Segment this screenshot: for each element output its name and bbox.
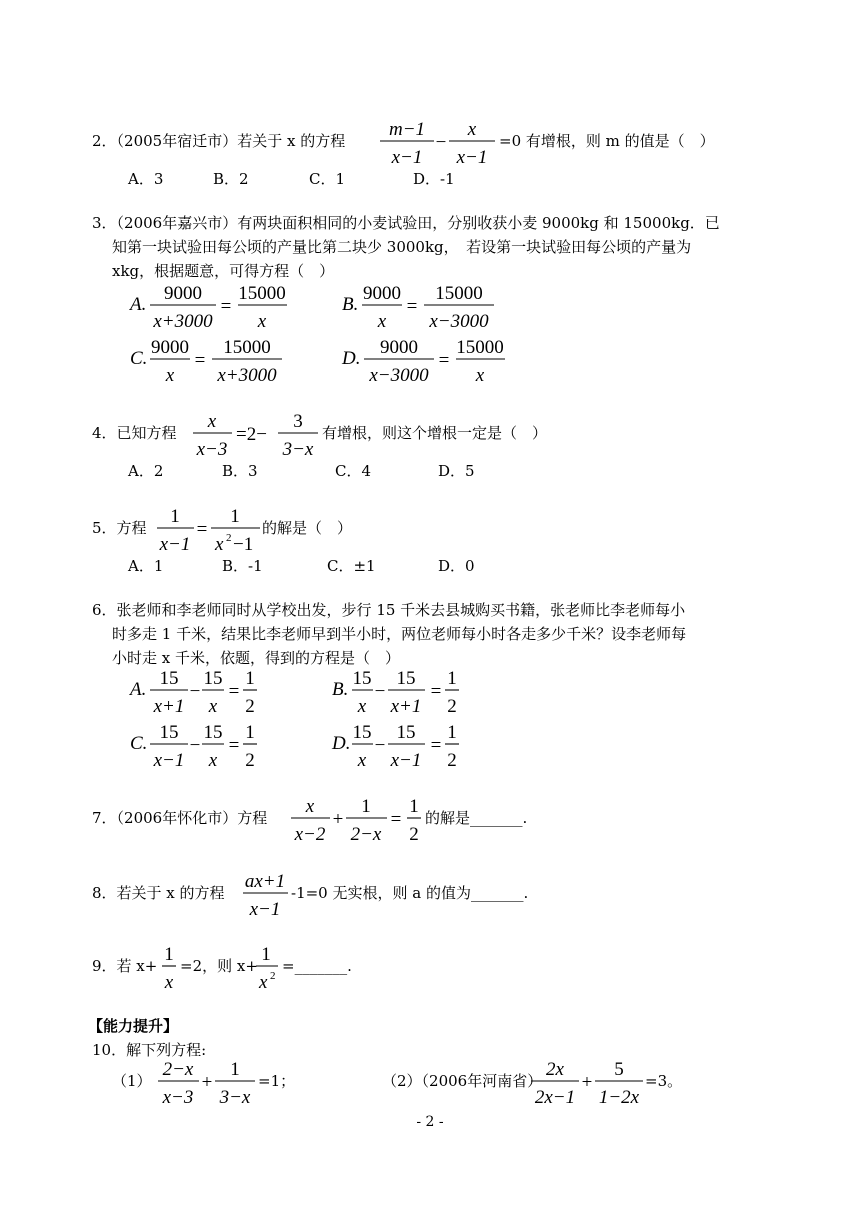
q5-frac1-num: 1 [170,506,180,527]
q6-d-eq: = [430,735,442,756]
q9-frac1-den: x [164,972,174,993]
q3-d-rhs-den: x [475,365,485,386]
question-8-formula [242,870,292,930]
q2-minus: − [435,132,447,153]
q4-option-b: B．3 [222,462,258,480]
q7-frac3-num: 1 [409,796,419,817]
q5-option-c: C．±1 [327,557,376,575]
q3-c-rhs-den: x+3000 [217,365,277,386]
q10-p2-label: （2）（2006年河南省） [382,1072,543,1090]
q10-p1-frac1-num: 2−x [162,1059,194,1080]
q7-frac3-den: 2 [409,824,419,845]
q6-d-f3-den: 2 [447,750,457,771]
q6-c-eq: = [228,735,240,756]
question-3-line-1: 3．（2006年嘉兴市）有两块面积相同的小麦试验田，分别收获小麦 9000kg 和 15000kg．已 [92,214,720,232]
q3-option-a [130,282,300,336]
q5-frac1-den: x−1 [159,534,191,555]
q6-c-f2-den: x [208,750,218,771]
q10-p2-frac1-den: 2x−1 [534,1087,576,1108]
question-7-tail: 的解是_______. [425,809,528,827]
q6-a-f3-num: 1 [245,668,255,689]
q6-a-label: A. [130,679,147,700]
q6-a-f2-num: 15 [203,668,223,689]
q6-d-label: D. [332,733,351,754]
q10-p1-label: （1） [112,1072,152,1090]
question-9-frac1 [160,943,180,1003]
q9-frac2-sup: 2 [270,970,276,982]
question-4-tail: 有增根，则这个增根一定是（ ） [322,424,548,442]
q6-b-label: B. [332,679,349,700]
q4-mid: =2− [236,424,267,445]
question-8-lead: 8．若关于 x 的方程 [92,884,225,902]
q6-d-op: − [374,735,386,756]
q5-option-d: D．0 [438,557,475,575]
question-4-options [0,460,860,484]
q5-frac2-den-var: x [215,534,224,555]
q3-option-d [342,336,512,390]
question-2-tail: =0 有增根，则 m 的值是（ ） [499,132,715,150]
q10-p2-frac1-num: 2x [546,1059,564,1080]
question-3-line-3: xkg，根据题意，可得方程（ ） [112,262,335,280]
q10-p1-tail: =1； [258,1072,296,1090]
q6-d-f1-den: x [357,750,367,771]
question-3-line-2: 知第一块试验田每公顷的产量比第二块少 3000kg， 若设第一块试验田每公顷的产量为 [112,238,692,256]
q5-eq: = [196,519,208,540]
question-7-formula [290,795,430,855]
q6-c-f3-den: 2 [245,750,255,771]
question-8 [0,870,860,930]
q6-b-f1-den: x [357,696,367,717]
q9-frac2-den: x [259,972,268,993]
q6-d-f1-num: 15 [352,722,372,743]
page-number: - 2 - [416,1114,444,1130]
q6-c-op: − [189,735,201,756]
q3-c-lhs-num: 9000 [151,337,189,358]
q3-b-rhs-num: 15000 [435,283,483,304]
question-6-line-2: 时多走 1 千米，结果比李老师早到半小时，两位老师每小时各走多少千米？设李老师每 [112,625,687,643]
q3-d-eq: = [438,350,450,371]
q6-d-f2-den: x−1 [390,750,422,771]
question-2-lead: 2．（2005年宿迁市）若关于 x 的方程 [92,132,346,150]
q6-a-f1-num: 15 [159,668,179,689]
q7-frac2-num: 1 [361,796,371,817]
q7-eq: = [390,809,402,830]
q6-option-d [332,721,482,775]
q6-option-c [130,721,280,775]
q6-b-f2-den: x+1 [390,696,422,717]
q10-p1-frac1-den: x−3 [162,1087,194,1108]
q10-p2-frac2-den: 1−2x [598,1087,640,1108]
question-6-line-1: 6．张老师和李老师同时从学校出发，步行 15 千米去县城购买书籍，张老师比李老师每小 [92,601,686,619]
q2-frac1-num: m−1 [388,119,426,140]
q10-p1-plus: + [201,1072,213,1093]
q3-c-eq: = [194,350,206,371]
question-10-part-2 [380,1058,860,1118]
q2-option-b: B．2 [213,170,249,188]
q3-option-b [342,282,512,336]
q6-d-f3-num: 1 [447,722,457,743]
q10-p2-plus: + [581,1072,593,1093]
question-5-tail: 的解是（ ） [262,519,353,537]
q2-option-c: C．1 [309,170,346,188]
q10-p1-formula [157,1058,257,1118]
question-6-line-3: 小时走 x 千米，依题，得到的方程是（ ） [112,649,400,667]
question-5-options [0,555,860,579]
q3-a-rhs-num: 15000 [238,283,286,304]
question-10-lead: 10．解下列方程: [92,1041,207,1059]
q6-a-f2-den: x [208,696,218,717]
q3-c-lhs-den: x [165,365,175,386]
q4-option-c: C．4 [335,462,372,480]
q2-frac2-num: x [467,119,477,140]
q9-frac1-num: 1 [164,944,174,965]
q6-option-b [332,667,482,721]
q6-b-f3-den: 2 [447,696,457,717]
q2-option-a: A．3 [128,170,164,188]
q3-a-label: A. [130,294,147,315]
q6-a-f1-den: x+1 [153,696,185,717]
question-9 [0,943,860,1003]
q10-p1-frac2-num: 1 [230,1059,240,1080]
q10-p2-formula [530,1058,660,1118]
q8-frac1-num: ax+1 [244,871,286,892]
q3-option-c [130,336,300,390]
question-9-lead: 9．若 x+ [92,957,158,975]
question-9-mid: =2，则 x+ [180,957,258,975]
q5-frac2-den-sup: 2 [226,532,232,544]
q9-frac2-num: 1 [261,944,271,965]
question-8-tail: -1=0 无实根，则 a 的值为_______. [291,884,529,902]
q6-a-op: − [189,681,201,702]
q10-p2-frac2-num: 5 [614,1059,624,1080]
q7-frac1-den: x−2 [294,824,326,845]
q8-frac1-den: x−1 [249,899,281,920]
q3-d-lhs-num: 9000 [380,337,418,358]
q7-frac2-den: 2−x [350,824,382,845]
q6-a-f3-den: 2 [245,696,255,717]
q6-d-f2-num: 15 [396,722,416,743]
q5-option-b: B．-1 [222,557,263,575]
q3-a-lhs-num: 9000 [164,283,202,304]
q6-a-eq: = [228,681,240,702]
question-5-lead: 5．方程 [92,519,147,537]
q6-c-f1-den: x−1 [153,750,185,771]
q4-frac2-num: 3 [293,411,303,432]
q6-b-f2-num: 15 [396,668,416,689]
q3-b-lhs-den: x [377,311,387,332]
q4-option-a: A．2 [128,462,164,480]
q6-b-eq: = [430,681,442,702]
q3-d-label: D. [342,348,361,369]
section-heading: 【能力提升】 [88,1017,179,1035]
q4-frac1-den: x−3 [196,439,228,460]
q6-b-f3-num: 1 [447,668,457,689]
q6-b-f1-num: 15 [352,668,372,689]
q2-frac1-den: x−1 [391,147,423,168]
q6-c-f1-num: 15 [159,722,179,743]
q3-b-lhs-num: 9000 [363,283,401,304]
q4-option-d: D．5 [438,462,475,480]
question-2-options [0,168,860,192]
question-7-lead: 7．（2006年怀化市）方程 [92,809,268,827]
q2-option-d: D．-1 [413,170,455,188]
q3-b-rhs-den: x−3000 [429,311,489,332]
q5-frac2-num: 1 [230,506,240,527]
q3-a-lhs-den: x+3000 [153,311,213,332]
question-4-lead: 4．已知方程 [92,424,177,442]
q5-option-a: A．1 [128,557,164,575]
q3-a-eq: = [220,296,232,317]
q6-c-f2-num: 15 [203,722,223,743]
q5-frac2-den-tail: −1 [233,534,254,555]
q4-frac1-num: x [207,411,217,432]
q6-c-label: C. [130,733,148,754]
q7-plus: + [332,809,344,830]
q2-frac2-den: x−1 [456,147,488,168]
q4-frac2-den: 3−x [282,439,314,460]
q6-c-f3-num: 1 [245,722,255,743]
q3-b-label: B. [342,294,359,315]
q3-a-rhs-den: x [257,311,267,332]
q3-c-label: C. [130,348,148,369]
q10-p1-frac2-den: 3−x [219,1087,251,1108]
q3-d-lhs-den: x−3000 [369,365,429,386]
q6-option-a [130,667,280,721]
q7-frac1-num: x [305,796,315,817]
question-9-tail: =_______. [282,957,352,975]
q3-c-rhs-num: 15000 [223,337,271,358]
q3-d-rhs-num: 15000 [456,337,504,358]
q6-b-op: − [374,681,386,702]
q3-b-eq: = [406,296,418,317]
question-10-part-1 [0,1058,430,1118]
question-9-frac2 [254,943,282,1003]
q10-p2-tail: =3。 [645,1072,683,1090]
question-7 [0,795,860,855]
